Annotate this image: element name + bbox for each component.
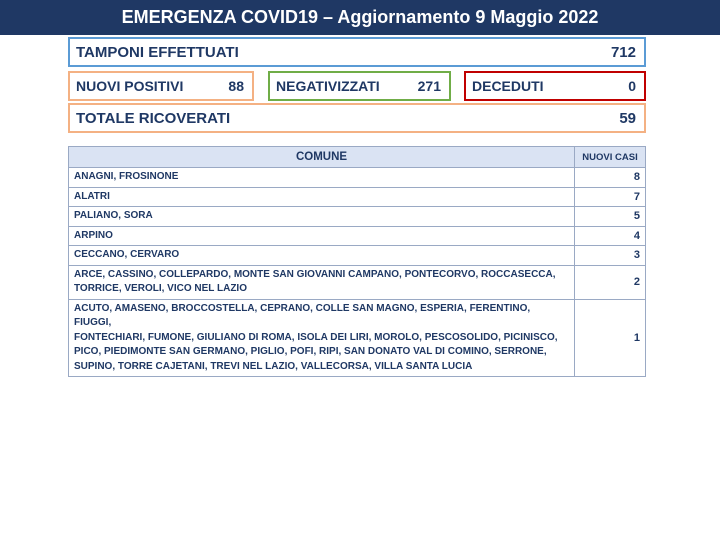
cases-cell: 3 (575, 246, 646, 266)
comune-line: CECCANO, CERVARO (74, 249, 180, 260)
cases-cell: 5 (575, 207, 646, 227)
comune-cell (69, 226, 575, 246)
comune-line: PALIANO, SORA (74, 210, 153, 221)
cases-cell: 4 (575, 226, 646, 246)
table-row (69, 246, 646, 266)
negativizzati-box (268, 71, 451, 101)
comune-cell (69, 187, 575, 207)
header-banner (0, 0, 720, 35)
positivi-value: 88 (228, 78, 244, 94)
comune-header: COMUNE (69, 147, 575, 168)
comune-line: SUPINO, TORRE CAJETANI, TREVI NEL LAZIO, VALLECORSA, VILLA SANTA LUCIA (74, 360, 473, 372)
comune-line: ANAGNI, FROSINONE (74, 171, 179, 182)
cases-cell: 8 (575, 168, 646, 188)
comune-cell (69, 265, 575, 299)
table-row (69, 226, 646, 246)
cases-cell: 1 (575, 299, 646, 377)
deceduti-value: 0 (628, 78, 636, 94)
ricoverati-box (68, 103, 646, 133)
positivi-label: NUOVI POSITIVI (76, 78, 184, 94)
deceduti-box (464, 71, 646, 101)
comune-line: ACUTO, AMASENO, BROCCOSTELLA, CEPRANO, COLLE SAN MAGNO, ESPERIA, FERENTINO, FIUGGI, (74, 302, 531, 328)
comune-line: ARPINO (74, 229, 113, 241)
positivi-box (68, 71, 254, 101)
comune-cell (69, 168, 575, 188)
cases-table (68, 146, 646, 377)
comune-cell (69, 246, 575, 266)
table-row (69, 265, 646, 299)
tamponi-box (68, 37, 646, 67)
deceduti-label: DECEDUTI (472, 78, 544, 94)
cases-cell: 7 (575, 187, 646, 207)
table-row (69, 168, 646, 188)
table-row (69, 207, 646, 227)
cases-header: NUOVI CASI (575, 147, 646, 168)
tamponi-label: TAMPONI EFFETTUATI (76, 43, 239, 61)
negativizzati-value: 271 (417, 78, 441, 94)
ricoverati-value: 59 (619, 109, 636, 127)
comune-line: FONTECHIARI, FUMONE, GIULIANO DI ROMA, ISOLA DEI LIRI, MOROLO, PESCOSOLIDO, PICINISCO, (74, 331, 558, 343)
comune-line: TORRICE, VEROLI, VICO NEL LAZIO (74, 283, 247, 294)
comune-line: ALATRI (74, 190, 110, 202)
table-row (69, 187, 646, 207)
cases-cell: 2 (575, 265, 646, 299)
ricoverati-label: TOTALE RICOVERATI (76, 109, 231, 127)
table-row (69, 299, 646, 377)
page-title: EMERGENZA COVID19 – Aggiornamento 9 Maggio 2022 (121, 7, 599, 27)
comune-cell (69, 207, 575, 227)
comune-line: ARCE, CASSINO, COLLEPARDO, MONTE SAN GIOVANNI CAMPANO, PONTECORVO, ROCCASECCA, (74, 268, 556, 280)
comune-line: PICO, PIEDIMONTE SAN GERMANO, PIGLIO, POFI, RIPI, SAN DONATO VAL DI COMINO, SERRONE, (74, 346, 547, 357)
comune-cell (69, 299, 575, 377)
tamponi-value: 712 (610, 43, 636, 61)
negativizzati-label: NEGATIVIZZATI (276, 78, 380, 94)
